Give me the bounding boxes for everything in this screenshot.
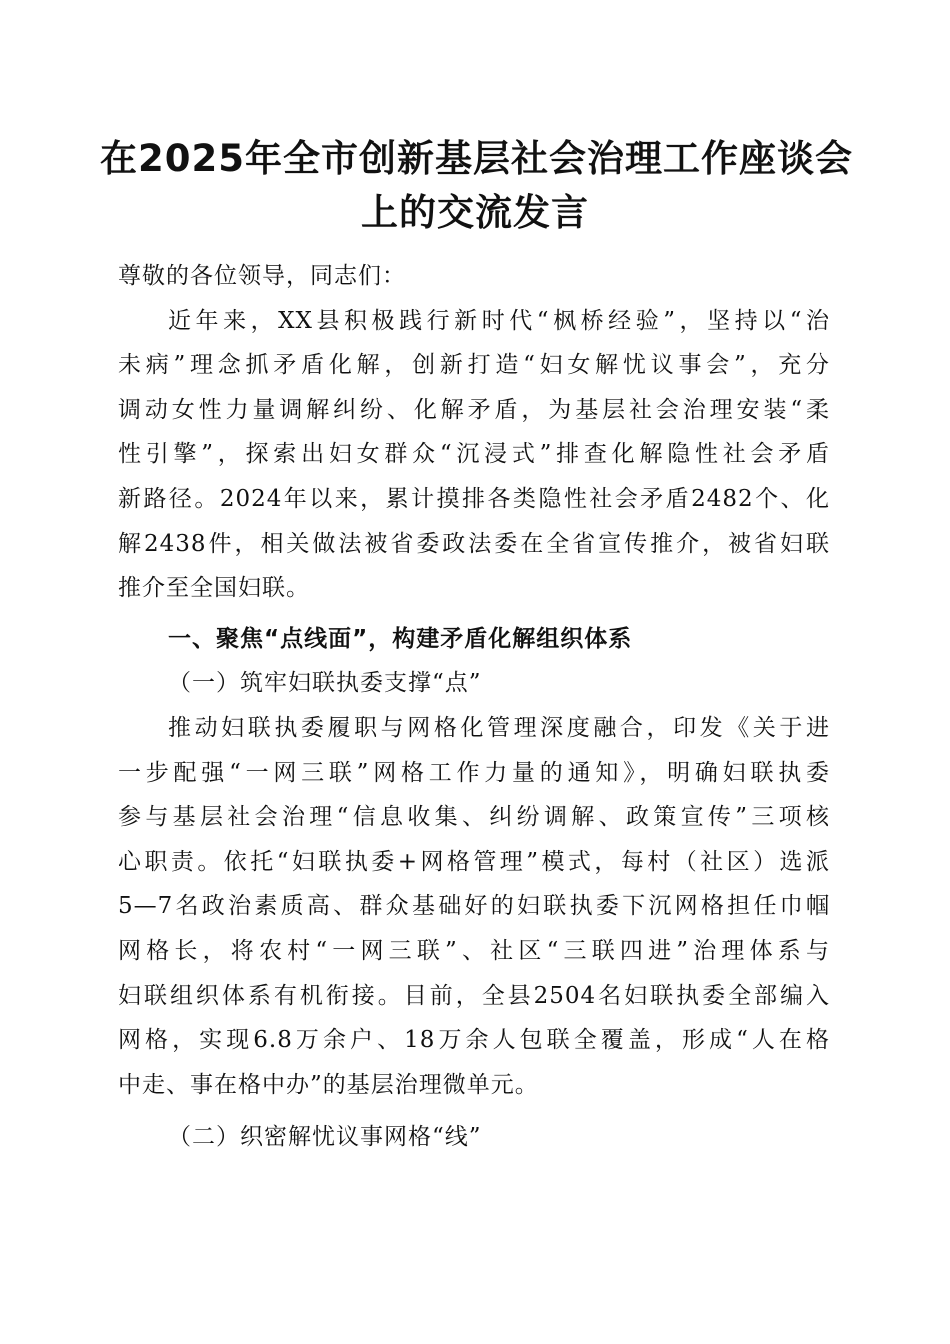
title-line-2: 上的交流发言 <box>361 191 589 234</box>
subsection-heading: （二）织密解忧议事网格“线” <box>168 1124 482 1151</box>
subsection-heading: （一）筑牢妇联执委支撑“点” <box>168 670 482 697</box>
paragraph-line: 网格，实现6.8万余户、18万余人包联全覆盖，形成“人在格 <box>118 1027 830 1054</box>
paragraph-line: 心职责。依托“妇联执委+网格管理”模式，每村（社区）选派 <box>118 848 830 875</box>
paragraph-line: 新路径。2024年以来，累计摸排各类隐性社会矛盾2482个、化 <box>118 485 830 512</box>
document-title <box>100 132 853 240</box>
paragraph-line: 推介至全国妇联。 <box>118 575 310 602</box>
paragraph-line: 推动妇联执委履职与网格化管理深度融合，印发《关于进 <box>168 714 830 741</box>
paragraph-line: 解2438件，相关做法被省委政法委在全省宣传推介，被省妇联 <box>118 530 830 557</box>
subsection-paragraph <box>118 706 830 1107</box>
paragraph-line: 参与基层社会治理“信息收集、纠纷调解、政策宣传”三项核 <box>118 804 830 831</box>
paragraph-line: 未病”理念抓矛盾化解，创新打造“妇女解忧议事会”，充分 <box>118 352 830 379</box>
paragraph-line: 中走、事在格中办”的基层治理微单元。 <box>118 1071 539 1098</box>
section-heading: 一、聚焦“点线面”，构建矛盾化解组织体系 <box>168 625 633 652</box>
intro-paragraph <box>118 299 830 611</box>
paragraph-line: 一步配强“一网三联”网格工作力量的通知》，明确妇联执委 <box>118 759 830 786</box>
paragraph-line: 调动女性力量调解纠纷、化解矛盾，为基层社会治理安装“柔 <box>118 396 830 423</box>
paragraph-line: 网格长，将农村“一网三联”、社区“三联四进”治理体系与 <box>118 937 830 964</box>
paragraph-line: 5—7名政治素质高、群众基础好的妇联执委下沉网格担任巾帼 <box>118 893 830 920</box>
paragraph-line: 妇联组织体系有机衔接。目前，全县2504名妇联执委全部编入 <box>118 982 830 1009</box>
salutation: 尊敬的各位领导，同志们： <box>118 263 406 289</box>
title-line-1: 在2025年全市创新基层社会治理工作座谈会 <box>100 137 853 180</box>
paragraph-line: 近年来，XX县积极践行新时代“枫桥经验”，坚持以“治 <box>168 307 830 334</box>
paragraph-line: 性引擎”，探索出妇女群众“沉浸式”排查化解隐性社会矛盾 <box>118 441 830 468</box>
document-body <box>118 254 830 1160</box>
